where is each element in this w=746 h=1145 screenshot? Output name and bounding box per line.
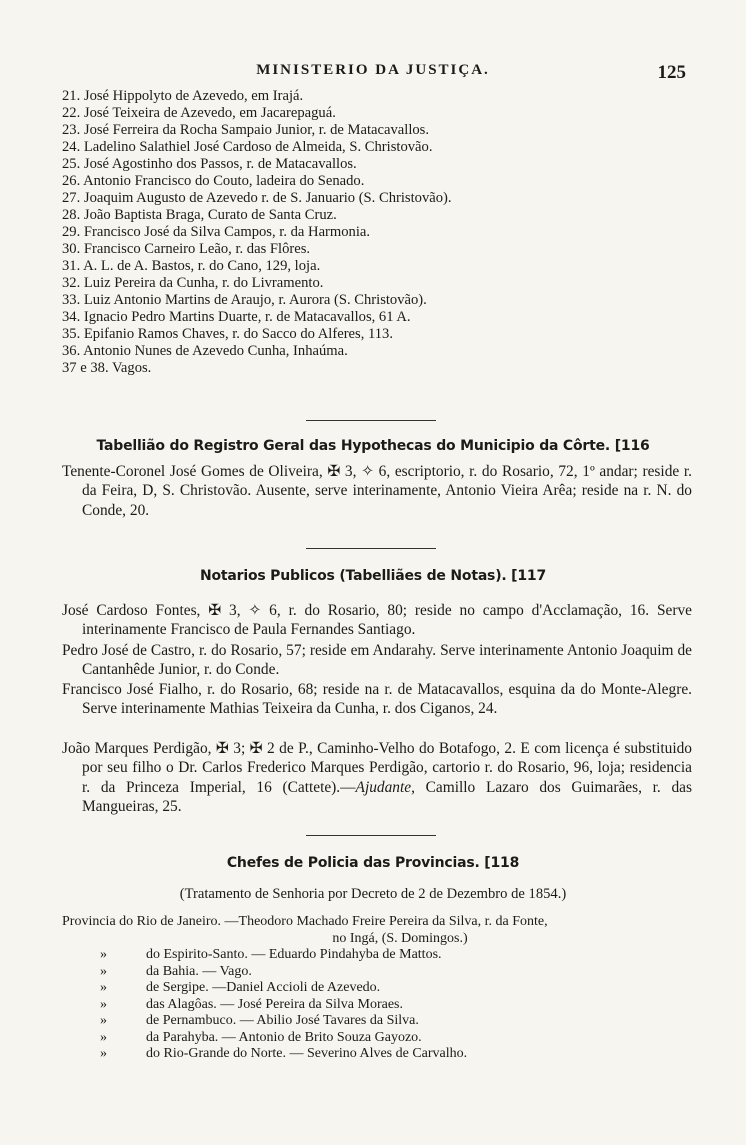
list-item: 24. Ladelino Salathiel José Cardoso de Almeida, S. Christovão. xyxy=(62,139,433,155)
province-text: do Rio-Grande do Norte. — Severino Alves de Carvalho. xyxy=(146,1046,468,1061)
province-text: das Alagôas. — José Pereira da Silva Moraes. xyxy=(146,996,403,1012)
page-header xyxy=(0,62,746,88)
list-item: 25. José Agostinho dos Passos, r. de Matacavallos. xyxy=(62,156,357,172)
province-row xyxy=(62,964,698,981)
running-title: MINISTERIO DA JUSTIÇA. xyxy=(256,62,490,78)
list-item: 31. A. L. de A. Bastos, r. do Cano, 129, loja. xyxy=(62,258,321,274)
section-title-chefes: Chefes de Policia das Provincias. [118 xyxy=(226,855,520,871)
province-text: do Espirito-Santo. — Eduardo Pindahyba de Mattos. xyxy=(146,947,442,962)
numbered-list xyxy=(62,88,702,377)
list-item: 30. Francisco Carneiro Leão, r. das Flôres. xyxy=(62,241,311,257)
section-title-registro: Tabellião do Registro Geral das Hypothecas do Municipio da Côrte. [116 xyxy=(96,438,650,454)
registro-paragraph: Tenente-Coronel José Gomes de Oliveira, ✠ 3, ✧ 6, escriptorio, r. do Rosario, 72, 1º andar; reside r. da Feira, D, S. Christovão. Ausente, serve interinamente, Antonio Vieira Arêa; reside na r. N. do Conde, 20. xyxy=(62,463,692,519)
list-item: 22. José Teixeira de Azevedo, em Jacarepaguá. xyxy=(62,105,336,121)
notario-entry-text: Camillo Lazaro dos Guimarães, r. das Mangueiras, 25. xyxy=(82,778,692,816)
section-divider xyxy=(306,420,436,421)
province-row xyxy=(62,1030,698,1047)
ditto-mark: » xyxy=(100,980,107,995)
ditto-mark: » xyxy=(100,996,107,1012)
page-number: 125 xyxy=(657,62,686,83)
ditto-mark: » xyxy=(100,947,107,962)
province-text: de Pernambuco. — Abilio José Tavares da Silva. xyxy=(146,1013,419,1028)
notario-entry-text: João Marques Perdigão, ✠ 3; ✠ 2 de P., Caminho-Velho do Botafogo, 2. E com licença é substituido por seu filho o Dr. Carlos Frederico Marques Perdigão, cartorio r. do Rosario, 96, loja; residencia r. da Princeza Imperial, 16 (Cattete).— xyxy=(62,740,692,796)
list-item: 36. Antonio Nunes de Azevedo Cunha, Inhaúma. xyxy=(62,343,348,359)
list-item: 32. Luiz Pereira da Cunha, r. do Livramento. xyxy=(62,275,324,291)
ditto-mark: » xyxy=(100,963,107,979)
list-item: 37 e 38. Vagos. xyxy=(62,360,152,376)
province-row-continuation: no Ingá, (S. Domingos.) xyxy=(332,930,468,946)
notario-entry: Pedro José de Castro, r. do Rosario, 57; reside em Andarahy. Serve interinamente Antonio Joaquim de Cantanhêde Junior, r. do Conde. xyxy=(62,642,692,679)
list-item: 23. José Ferreira da Rocha Sampaio Junior, r. de Matacavallos. xyxy=(62,122,429,138)
province-text: da Parahyba. — Antonio de Brito Souza Gayozo. xyxy=(146,1029,422,1045)
provinces-list xyxy=(62,914,698,1063)
province-row: Provincia do Rio de Janeiro. —Theodoro Machado Freire Pereira da Silva, r. da Fonte, xyxy=(62,914,548,929)
section-divider xyxy=(306,548,436,549)
province-row xyxy=(62,980,698,997)
province-row xyxy=(62,947,698,964)
notario-entry: José Cardoso Fontes, ✠ 3, ✧ 6, r. do Rosario, 80; reside no campo d'Acclamação, 16. Serve interinamente Francisco de Paula Fernandes Santiago. xyxy=(62,602,692,639)
list-item: 29. Francisco José da Silva Campos, r. da Harmonia. xyxy=(62,224,371,240)
province-row xyxy=(62,1013,698,1030)
list-item: 33. Luiz Antonio Martins de Araujo, r. Aurora (S. Christovão). xyxy=(62,292,427,308)
section-divider xyxy=(306,835,436,836)
list-item: 26. Antonio Francisco do Couto, ladeira do Senado. xyxy=(62,173,365,189)
ditto-mark: » xyxy=(100,1046,107,1061)
section-subtitle: (Tratamento de Senhoria por Decreto de 2 de Dezembro de 1854.) xyxy=(179,886,567,902)
list-item: 35. Epifanio Ramos Chaves, r. do Sacco do Alferes, 113. xyxy=(62,326,394,342)
list-item: 21. José Hippolyto de Azevedo, em Irajá. xyxy=(62,88,304,104)
ditto-mark: » xyxy=(100,1013,107,1028)
notario-entry xyxy=(62,739,692,817)
list-item: 27. Joaquim Augusto de Azevedo r. de S. Januario (S. Christovão). xyxy=(62,190,452,206)
notario-entry: Francisco José Fialho, r. do Rosario, 68; reside na r. de Matacavallos, esquina da do Monte-Alegre. Serve interinamente Mathias Teixeira da Cunha, r. dos Ciganos, 24. xyxy=(62,681,692,718)
section-title-notarios: Notarios Publicos (Tabelliães de Notas). [117 xyxy=(199,568,547,584)
province-text: da Bahia. — Vago. xyxy=(146,963,252,979)
ajudante-label: Ajudante, xyxy=(355,778,415,796)
list-item: 34. Ignacio Pedro Martins Duarte, r. de Matacavallos, 61 A. xyxy=(62,309,411,325)
list-item: 28. João Baptista Braga, Curato de Santa Cruz. xyxy=(62,207,337,223)
province-row xyxy=(62,1046,698,1063)
province-text: de Sergipe. —Daniel Accioli de Azevedo. xyxy=(146,980,381,995)
ditto-mark: » xyxy=(100,1029,107,1045)
province-row xyxy=(62,997,698,1014)
